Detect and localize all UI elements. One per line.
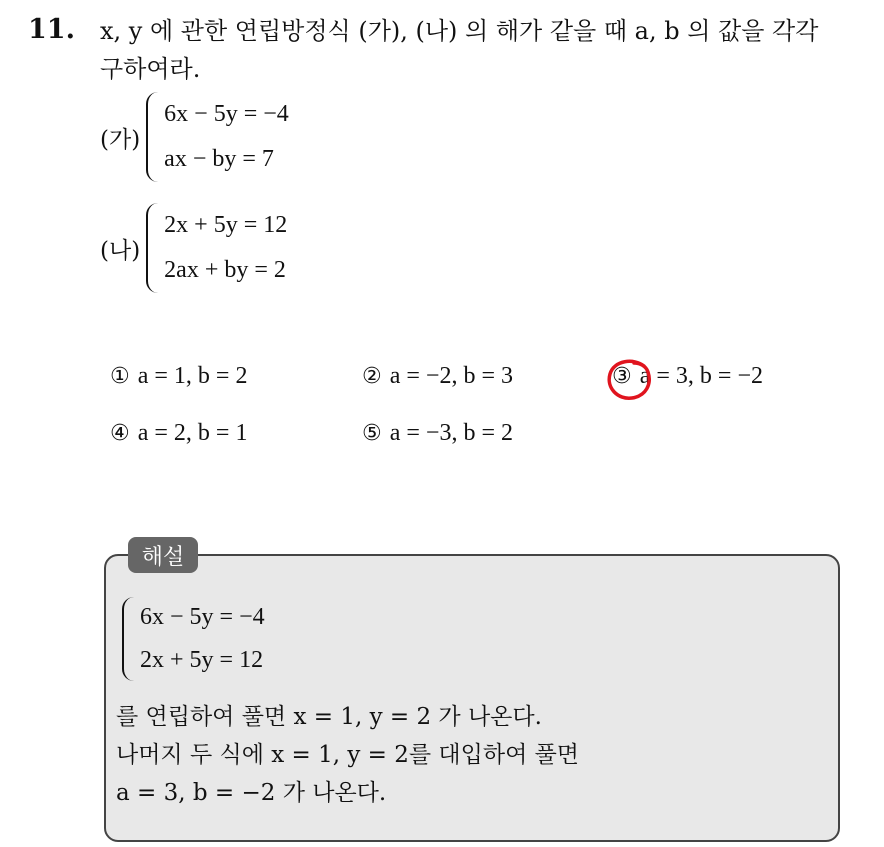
choice-1-mark: ① — [110, 364, 130, 389]
solution-eq1: 6x − 5y = −4 — [140, 604, 265, 630]
answer-circle-icon — [604, 358, 654, 402]
choice-2-text: a = −2, b = 3 — [389, 363, 513, 389]
solution-line-2: 나머지 두 식에 x = 1, y = 2를 대입하여 풀면 — [116, 742, 580, 768]
choice-4-text: a = 2, b = 1 — [137, 420, 248, 446]
choice-3-mark: ③ — [612, 364, 632, 389]
choice-2-mark: ② — [362, 364, 382, 389]
system-na-eq1: 2x + 5y = 12 — [164, 212, 288, 238]
choice-2[interactable] — [362, 363, 513, 390]
solution-line-1: 를 연립하여 풀면 x = 1, y = 2 가 나온다. — [116, 704, 542, 730]
brace-icon — [146, 92, 158, 182]
choice-5-mark: ⑤ — [362, 421, 382, 446]
choice-1-text: a = 1, b = 2 — [137, 363, 248, 389]
choice-5-text: a = −3, b = 2 — [389, 420, 513, 446]
system-na-eq2: 2ax + by = 2 — [164, 257, 286, 283]
solution-line-3: a = 3, b = −2 가 나온다. — [116, 780, 387, 806]
system-na — [100, 203, 287, 293]
choice-4-mark: ④ — [110, 421, 130, 446]
system-ga — [100, 92, 289, 182]
solution-tab: 해설 — [128, 537, 198, 573]
system-ga-eq1: 6x − 5y = −4 — [164, 101, 289, 127]
brace-icon — [122, 597, 134, 681]
choice-4[interactable] — [110, 420, 247, 447]
question-text-line-2: 구하여라. — [100, 55, 201, 83]
choice-5[interactable] — [362, 420, 513, 447]
choice-1[interactable] — [110, 363, 247, 390]
brace-icon — [146, 203, 158, 293]
question-number: 11. — [28, 14, 75, 45]
solution-eq2: 2x + 5y = 12 — [140, 647, 264, 673]
question-text-line-1: x, y 에 관한 연립방정식 (가), (나) 의 해가 같을 때 a, b 의 값을 각각 — [100, 17, 819, 45]
solution-system — [122, 596, 265, 682]
choice-3-text: a = 3, b = −2 — [639, 363, 763, 389]
system-ga-eq2: ax − by = 7 — [164, 146, 274, 172]
system-ga-label: (가) — [100, 126, 141, 153]
system-na-label: (나) — [100, 237, 141, 264]
